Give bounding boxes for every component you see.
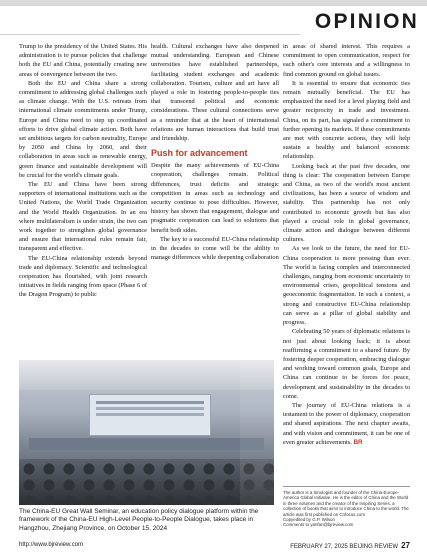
photo-highlight	[240, 360, 274, 505]
author-bio: The author is a Sinologist and founder of the China-Europe-America Global Initiative. He is the editor of China and the World in three volumes and the creator of the Inspiring Series, a collection of books that aims to introduce China to the world. The article was first published on Cnfocus.com	[283, 490, 409, 517]
paragraph: As we look to the future, the need for EU-China cooperation is more pressing than ever. The world is facing complex and interconnected challenges, ranging from economic uncertainty to environmental crises, geopolitical tensions and geoeconomic fragmentation. In such a context, a strong and constructive EU-China relationship can serve as a pillar of global stability and progress.	[283, 245, 410, 327]
header-rule	[0, 34, 300, 35]
paragraph: Celebrating 50 years of diplomatic relations is not just about looking back; it is about reaffirming a commitment to a shared future. By fostering deeper cooperation, embracing dialogue and working toward common goals, Europe and China can continue to be forces for peace, development and sustainability in the decades to come.	[283, 328, 410, 400]
photo-caption: The China-EU Great Wall Seminar, an education policy dialogue platform within the framework of the China-EU High-Level People-to-People Dialogue, takes place in Hangzhou, Zhejiang Province, on October 15, 2024	[19, 508, 259, 532]
paragraph: The EU-China relationship extends beyond trade and diplomacy. Scientific and technological cooperation has flourished, with joint research initiatives in fields ranging from space (Phase 6 of the Dragon Program) to public	[19, 254, 147, 299]
paragraph: The EU and China have been strong supporters of international institutions such as the United Nations, the World Trade Organization and the World Health Organization. In an era where multilateralism is under strain, the two can work together to strengthen global governance and ensure that international rules remain fair, transparent and effective.	[19, 181, 147, 253]
footer-url: http://www.bjreview.com	[19, 542, 84, 548]
paragraph: in areas of shared interest. This requires a commitment to open communication, respect for each other's core interests and a willingness to find common ground on global issues.	[283, 43, 410, 78]
paragraph: Both the EU and China share a strong commitment to addressing global challenges such as climate change. With the U.S. retreats from international climate commitments under Trump, Europe and China need to step up coordinated efforts to drive global climate action. Both have set ambitious targets for carbon neutrality, Europe by 2050 and China by 2060, and their collaboration in areas such as renewable energy, green finance and sustainable development will be crucial for the world's climate goals.	[19, 79, 147, 179]
photo-screen-text	[96, 401, 204, 404]
paragraph-final	[283, 401, 410, 447]
seminar-photo	[19, 360, 274, 505]
paragraph: It is essential to ensure that economic ties remain mutually beneficial. The EU has emphasized the need for a level playing field and greater reciprocity in trade and investment. China, on its part, has signaled a commitment to further opening its markets. If these commitments are met with concrete actions, they will help sustain a healthy and balanced economic relationship.	[283, 79, 410, 161]
photo-audience	[19, 459, 274, 505]
paragraph: health. Cultural exchanges have also deepened mutual understanding. European and Chinese universities have established partnerships, facilitating student exchanges and academic collaboration. Tourism, culture and art have all played a role in fostering people-to-people ties that transcend political and economic considerations. These cultural connections serve as a reminder that at the heart of international relations are human interactions that build trust and friendship.	[151, 43, 279, 143]
issue-date: FEBRUARY 27, 2025 BEIJING REVIEW	[290, 544, 399, 550]
photo-screen	[89, 394, 211, 436]
subheading: Push for advancement	[151, 148, 248, 159]
paragraph: Looking back at the past five decades, one thing is clear: The cooperation between Europe and China, as two of the world's most ancient civilizations, has been a source of wisdom and stability. This partnership has not only contributed to economic growth but has also played a crucial role in global governance, climate action and dialogue between different cultures.	[283, 162, 410, 244]
paragraph: Despite the many achievements of EU-China cooperation, challenges remain. Political differences, trust deficits and strategic competition in areas such as technology and security continue to pose difficulties. However, history has shown that engagement, dialogue and pragmatic cooperation can lead to solutions that benefit both sides.	[151, 162, 279, 234]
paragraph: Trump to the presidency of the United States. His administration is to pursue policies that challenge both the EU and China, potentially creating new areas of convergence between the two.	[19, 43, 147, 78]
author-note	[283, 486, 410, 528]
footer-issue	[290, 541, 410, 550]
column-1	[19, 42, 147, 300]
comments-email: Comments to yanfan@bjreview.com	[283, 522, 354, 528]
column-2	[151, 42, 279, 262]
paragraph: The key to a successful EU-China relationship in the decades to come will be the ability to manage differences while deepening collaboration	[151, 235, 279, 262]
photo-banner	[29, 438, 264, 450]
photo-ceiling	[19, 360, 274, 390]
column-3	[283, 42, 410, 447]
copyedit-credit: Copyedited by G.P. Wilson	[283, 517, 335, 523]
page-number: 27	[401, 541, 410, 550]
br-end-mark: BR	[353, 438, 363, 446]
section-title: OPINION	[314, 10, 419, 33]
paragraph-text: The journey of EU-China relations is a testament to the power of diplomacy, cooperation and shared aspirations. The next chapter awaits, and with vision and commitment, it can be one of even greater achievements.	[283, 401, 410, 446]
